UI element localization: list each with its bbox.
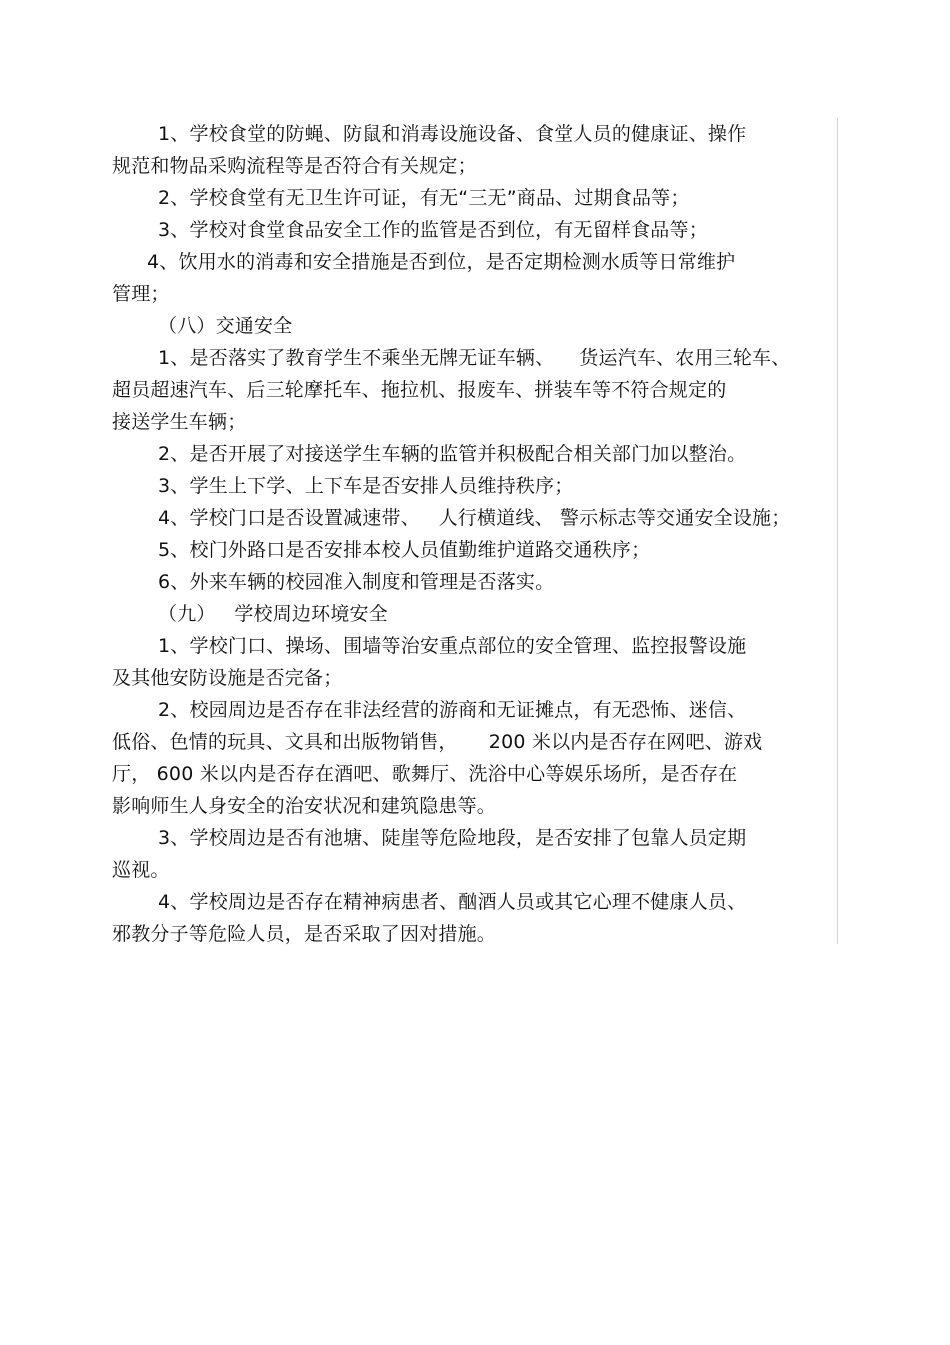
text-line: 4、学校周边是否存在精神病患者、酗酒人员或其它心理不健康人员、 bbox=[158, 891, 747, 913]
text-line: 巡视。 bbox=[112, 859, 170, 881]
text-line: 3、学校对食堂食品安全工作的监管是否到位，有无留样食品等； bbox=[158, 219, 708, 241]
text-line: 低俗、色情的玩具、文具和出版物销售， 200 米以内是否存在网吧、游戏 bbox=[112, 731, 763, 753]
text-line: 厅， 600 米以内是否存在酒吧、歌舞厅、洗浴中心等娱乐场所，是否存在 bbox=[112, 763, 738, 785]
text-line: 2、校园周边是否存在非法经营的游商和无证摊点，有无恐怖、迷信、 bbox=[158, 699, 747, 721]
text-line: 及其他安防设施是否完备； bbox=[112, 667, 343, 689]
text-line: 4、学校门口是否设置减速带、 人行横道线、 警示标志等交通安全设施； bbox=[158, 507, 791, 529]
text-line: 1、是否落实了教育学生不乘坐无牌无证车辆、 货运汽车、农用三轮车、 bbox=[158, 347, 791, 369]
text-line: 规范和物品采购流程等是否符合有关规定； bbox=[112, 155, 477, 177]
text-line: 邪教分子等危险人员，是否采取了因对措施。 bbox=[112, 923, 497, 945]
text-line: 3、学生上下学、上下车是否安排人员维持秩序； bbox=[158, 475, 574, 497]
text-line: 超员超速汽车、后三轮摩托车、拖拉机、报废车、拼装车等不符合规定的 bbox=[112, 379, 727, 401]
text-line: 6、外来车辆的校园准入制度和管理是否落实。 bbox=[158, 571, 555, 593]
text-line: 接送学生车辆； bbox=[112, 411, 247, 433]
text-line: 2、是否开展了对接送学生车辆的监管并积极配合相关部门加以整治。 bbox=[158, 443, 747, 465]
text-line: 3、学校周边是否有池塘、陡崖等危险地段，是否安排了包靠人员定期 bbox=[158, 827, 747, 849]
text-line: 管理； bbox=[112, 283, 170, 305]
section-heading-traffic: （八）交通安全 bbox=[158, 315, 293, 337]
text-line: 1、学校食堂的防蝇、防鼠和消毒设施设备、食堂人员的健康证、操作 bbox=[158, 123, 747, 145]
page-margin-rule bbox=[837, 118, 838, 944]
text-line: 影响师生人身安全的治安状况和建筑隐患等。 bbox=[112, 795, 497, 817]
text-line: 4、饮用水的消毒和安全措施是否到位，是否定期检测水质等日常维护 bbox=[147, 251, 736, 273]
text-line: 2、学校食堂有无卫生许可证，有无“三无”商品、过期食品等； bbox=[158, 187, 690, 209]
text-line: 1、学校门口、操场、围墙等治安重点部位的安全管理、监控报警设施 bbox=[158, 635, 747, 657]
section-heading-surroundings: （九） 学校周边环境安全 bbox=[158, 603, 388, 625]
text-line: 5、校门外路口是否安排本校人员值勤维护道路交通秩序； bbox=[158, 539, 651, 561]
